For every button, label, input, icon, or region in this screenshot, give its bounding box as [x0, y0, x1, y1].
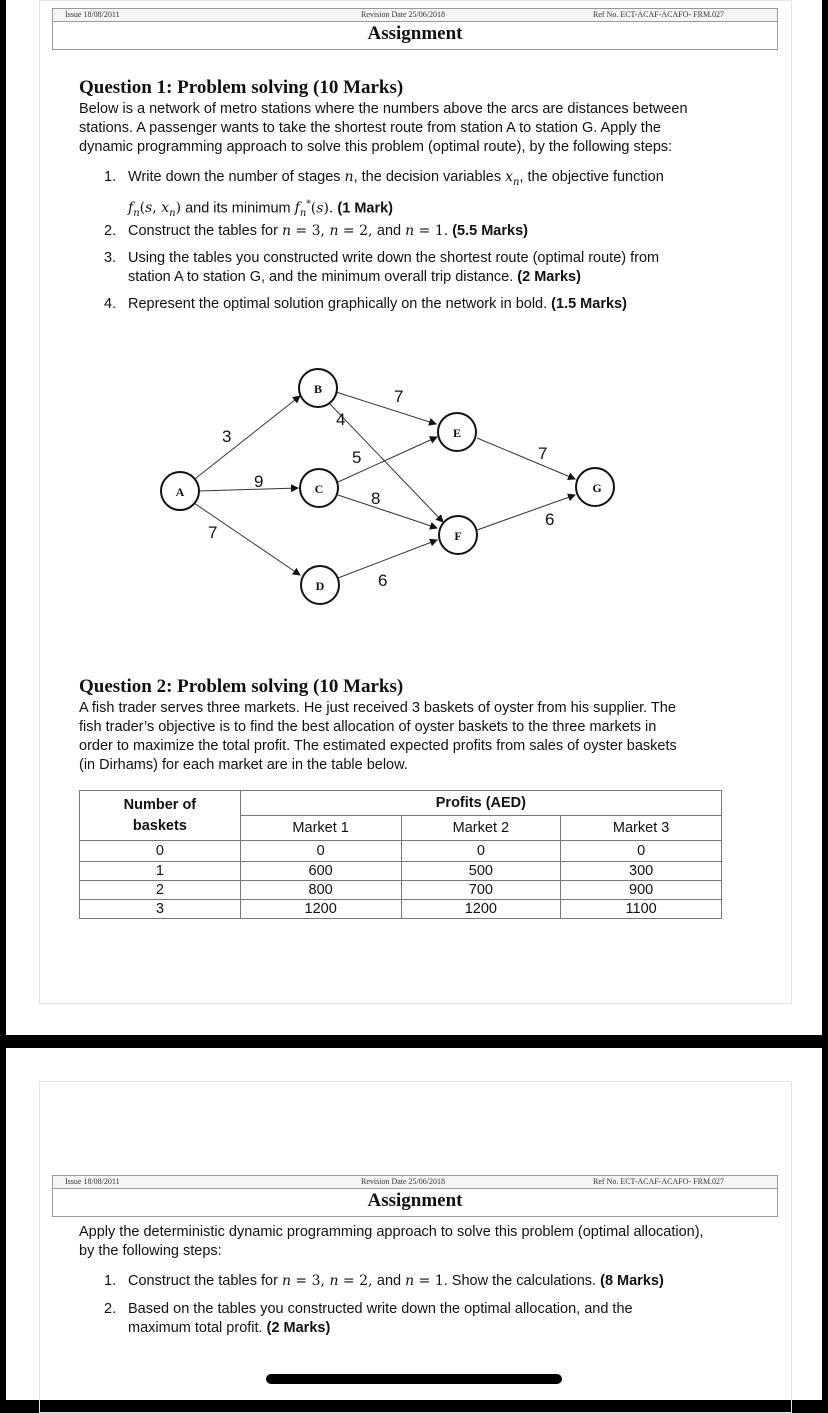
step-text: Construct the tables for [128, 1273, 278, 1289]
q2-step-1 [128, 1272, 808, 1291]
table-cell: 0 [240, 841, 401, 862]
marks: (1 Mark) [337, 200, 394, 217]
step-number: 4. [104, 296, 117, 312]
reference-number: Ref No. ECT-ACAF-ACAFO- FRM.027 [593, 1177, 725, 1186]
step-text: . Show the calculations. [443, 1273, 597, 1289]
table-cell: 0 [401, 841, 561, 862]
edge-label-b-f: 4 [336, 410, 346, 429]
q2-step-2 [128, 1300, 808, 1338]
edge-d-f [338, 540, 437, 578]
math-stages: n = 3, n = 2, [281, 223, 377, 239]
table-cell: 1100 [561, 900, 722, 919]
intro-line: (in Dirhams) for each market are in the table below. [79, 757, 408, 773]
step-line-2 [128, 1319, 808, 1338]
math-stage-1: n = 1 [405, 1273, 444, 1289]
col-header-market-1: Market 1 [240, 816, 401, 841]
edge-f-g [477, 495, 575, 530]
edge-e-g [477, 438, 575, 479]
table-row [80, 862, 722, 881]
math-fn-star: $f_n^*$ [294, 199, 311, 220]
question-2-intro [79, 699, 799, 775]
step-text: and [376, 223, 402, 239]
node-label-a: A [175, 485, 185, 499]
edge-label-d-f: 6 [378, 571, 388, 590]
step-text: , the objective function [519, 169, 664, 185]
edge-label-a-c: 9 [254, 472, 264, 491]
math-args: (s, $x_n$) [139, 200, 182, 220]
node-label-g: G [592, 481, 602, 495]
math-stage-1: n = 1. [405, 223, 449, 239]
issue-date: Issue 18/08/2011 [65, 1177, 120, 1186]
intro-line: order to maximize the total profit. The estimated expected profits from sales of oyster baskets [79, 738, 677, 754]
step-number: 2. [104, 223, 117, 239]
marks: (8 Marks) [600, 1273, 664, 1289]
table-cell: 500 [401, 862, 561, 881]
step-text: maximum total profit. [128, 1320, 263, 1336]
table-cell: 1 [80, 862, 241, 881]
table-row [80, 900, 722, 919]
edge-label-a-b: 3 [222, 427, 232, 446]
step-text: Write down the number of stages [128, 169, 341, 185]
step-number: 1. [104, 169, 117, 185]
edge-label-f-g: 6 [545, 510, 555, 529]
math-xn: $x_n$ [505, 169, 520, 188]
step-text: Using the tables you constructed write down the shortest route (optimal route) from [128, 250, 660, 266]
table-row [80, 841, 722, 862]
step-text: station A to station G, and the minimum overall trip distance. [128, 269, 514, 285]
step-number: 2. [104, 1301, 117, 1317]
math-stages: n = 3, n = 2, [281, 1273, 377, 1289]
step-text: Based on the tables you constructed write down the optimal allocation, and the [128, 1301, 633, 1317]
node-label-b: B [313, 382, 323, 396]
question-1-title: Question 1: Problem solving (10 Marks) [79, 77, 404, 98]
math-s: (s). [310, 200, 334, 217]
intro-line: Apply the deterministic dynamic programming approach to solve this problem (optimal allocation), [79, 1224, 704, 1240]
issue-date: Issue 18/08/2011 [65, 10, 120, 19]
page-title: Assignment [367, 23, 463, 44]
page-title: Assignment [367, 1190, 463, 1211]
header-text: baskets [132, 817, 187, 834]
intro-line: stations. A passenger wants to take the shortest route from station A to station G. Apply the [79, 120, 661, 136]
page-2-header [52, 1175, 778, 1217]
question-2-title: Question 2: Problem solving (10 Marks) [79, 676, 404, 697]
table-cell: 3 [80, 900, 241, 919]
edge-b-e [336, 392, 436, 424]
reference-number: Ref No. ECT-ACAF-ACAFO- FRM.027 [593, 10, 725, 19]
marks: (1.5 Marks) [551, 296, 627, 312]
home-indicator[interactable] [266, 1374, 562, 1384]
intro-line: A fish trader serves three markets. He just received 3 baskets of oyster from his supplier. The [79, 700, 676, 716]
node-label-f: F [454, 529, 462, 543]
table-cell: 800 [240, 881, 401, 900]
edge-label-e-g: 7 [538, 444, 548, 463]
header-info-row [53, 1176, 777, 1189]
table-cell: 700 [401, 881, 561, 900]
metro-network-diagram [0, 0, 828, 640]
step-text: and [376, 1273, 402, 1289]
marks: (2 Marks) [266, 1320, 331, 1336]
col-header-market-2: Market 2 [401, 816, 561, 841]
edge-label-a-d: 7 [208, 523, 218, 542]
table-cell: 2 [80, 881, 241, 900]
node-label-d: D [315, 579, 325, 593]
table-cell: 900 [561, 881, 722, 900]
table-header-row [80, 791, 722, 816]
col-header-profits: Profits (AED) [240, 791, 721, 816]
node-label-e: E [452, 426, 462, 440]
marks: (2 Marks) [517, 269, 581, 285]
edge-a-c [199, 488, 298, 491]
edge-label-b-e: 7 [394, 387, 404, 406]
math-fn: $f_n$ [128, 200, 140, 220]
table-cell: 300 [561, 862, 722, 881]
intro-line: by the following steps: [79, 1243, 222, 1259]
revision-date: Revision Date 25/06/2018 [361, 1177, 445, 1186]
col-header-market-3: Market 3 [561, 816, 722, 841]
edge-label-c-f: 8 [371, 489, 381, 508]
step-number: 3. [104, 250, 117, 266]
step-text: , the decision variables [353, 169, 502, 185]
revision-date: Revision Date 25/06/2018 [361, 10, 445, 19]
table-cell: 0 [80, 841, 241, 862]
step-text: Construct the tables for [128, 223, 278, 239]
table-cell: 1200 [401, 900, 561, 919]
table-row [80, 881, 722, 900]
table-cell: 600 [240, 862, 401, 881]
marks: (5.5 Marks) [452, 223, 528, 239]
math-n: n [344, 169, 354, 185]
intro-line: Below is a network of metro stations where the numbers above the arcs are distances between [79, 101, 688, 117]
page-2-intro [79, 1223, 819, 1261]
table-cell: 0 [561, 841, 722, 862]
edge-label-c-e: 5 [352, 448, 362, 467]
header-text: Number of [123, 796, 197, 813]
intro-line: fish trader’s objective is to find the best allocation of oyster baskets to the three markets in [79, 719, 657, 735]
step-number: 1. [104, 1273, 117, 1289]
col-header-baskets [80, 791, 241, 841]
intro-line: dynamic programming approach to solve this problem (optimal route), by the following steps: [79, 139, 673, 155]
profits-table [79, 790, 722, 919]
step-text: and its minimum [185, 200, 291, 217]
step-text: Represent the optimal solution graphically on the network in bold. [128, 296, 548, 312]
table-cell: 1200 [240, 900, 401, 919]
edge-a-b [191, 396, 300, 482]
node-label-c: C [314, 482, 324, 496]
